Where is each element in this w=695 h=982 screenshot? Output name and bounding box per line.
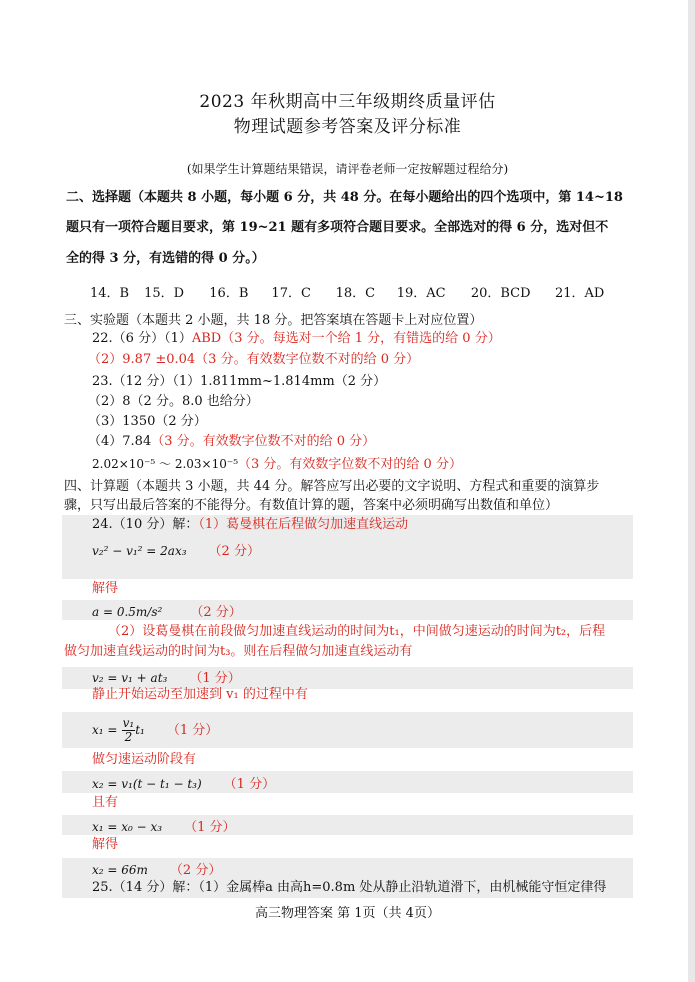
q24-part2-line1: （2）设葛曼棋在前段做匀加速直线运动的时间为t₁，中间做匀速运动的时间为t₂，后程: [108, 624, 606, 639]
equation-4-fraction: [122, 717, 136, 744]
section4-heading-line2: 骤，只写出最后答案的不能得分。有数值计算的题，答案中必须明确写出数值和单位）: [64, 498, 559, 513]
answer-18: 18．C: [335, 286, 376, 301]
q24-eq6-line: [92, 818, 236, 837]
q23-answer-4: （4）7.84: [88, 434, 152, 449]
equation-3: v₂ = v₁ + at₃: [92, 671, 168, 685]
text-start-motion: 静止开始运动至加速到 v₁ 的过程中有: [92, 687, 308, 702]
eq1-score: （2 分）: [208, 544, 260, 559]
eq7-score: （2 分）: [169, 863, 222, 878]
section2-heading-line1: 二、选择题（本题共 8 小题，每小题 6 分，共 48 分。在每小题给出的四个选项中，第 14~18: [66, 190, 623, 205]
choice-answers: [90, 285, 604, 303]
q25-line1: 25.（14 分）解：（1）金属棒a 由高h=0.8m 处从静止沿轨道滑下，由机械能守恒定律得: [92, 880, 607, 895]
answer-20: 20．BCD: [470, 286, 531, 301]
equation-4-lhs: x₁ =: [92, 723, 118, 737]
eq5-score: （1 分）: [223, 777, 276, 792]
q23-line4: [88, 433, 375, 451]
q22-answer-1: ABD（3 分。每选对一个给 1 分，有错选的给 0 分）: [191, 331, 501, 346]
q23-line2: （2）8（2 分。8.0 也给分）: [88, 394, 259, 409]
q23-line1: 23.（12 分）（1）1.811mm~1.814mm（2 分）: [92, 374, 387, 389]
equation-7: x₂ = 66m: [92, 863, 148, 877]
grading-note: (如果学生计算题结果错误，请评卷老师一定按解题过程给分): [186, 162, 509, 176]
jiede-1: 解得: [92, 581, 119, 596]
section2-heading-line2: 题只有一项符合题目要求，第 19~21 题有多项符合题目要求。全部选对的得 6 分，选对但不: [66, 220, 609, 235]
answer-19: 19．AC: [396, 286, 446, 301]
equation-6: x₁ = x₀ − x₃: [92, 820, 163, 834]
eq2-score: （2 分）: [190, 605, 242, 620]
jiede-2: 解得: [92, 837, 119, 852]
answer-21: 21．AD: [554, 286, 605, 301]
section2-heading-line3: 全的得 3 分，有选错的得 0 分。）: [66, 251, 265, 266]
equation-1: v₂² − v₁² = 2ax₃: [92, 544, 187, 558]
q23-range-math: 2.02×10⁻⁵ ～ 2.03×10⁻⁵: [92, 457, 239, 471]
title-line-1: 2023 年秋期高中三年级期终质量评估: [199, 92, 496, 112]
eq3-score: （1 分）: [189, 671, 241, 686]
q22-prefix: 22.（6 分）（1）: [92, 331, 192, 346]
q24-eq1-line: [92, 542, 260, 561]
equation-2: a = 0.5m/s²: [92, 605, 163, 619]
q23-score-note-4: （3 分。有效数字位数不对的给 0 分）: [151, 434, 376, 449]
q24-eq4-line: [92, 715, 218, 746]
page-edge-shadow: [688, 0, 695, 982]
q24-part1: （1）葛曼棋在后程做匀加速直线运动: [198, 517, 409, 532]
q22-line1: [92, 330, 501, 348]
q22-answer-2: （2）9.87 ±0.04（3 分。有效数字位数不对的给 0 分）: [88, 352, 420, 367]
q24-part2-line2: 做匀加速直线运动的时间为t₃。则在后程做匀加速直线运动有: [64, 644, 413, 659]
section4-heading-line1: 四、计算题（本题共 3 小题，共 44 分。解答应写出必要的文字说明、方程式和重要的演算步: [64, 479, 600, 494]
q24-eq7-line: [92, 861, 221, 880]
title-line-2: 物理试题参考答案及评分标准: [233, 117, 462, 137]
page-footer: 高三物理答案 第 1页（共 4页）: [255, 906, 440, 921]
answer-15: 15．D: [144, 286, 185, 301]
q24-eq5-line: [92, 775, 275, 794]
equation-5: x₂ = v₁(t − t₁ − t₃): [92, 777, 202, 791]
equation-4-numerator: v₁: [122, 716, 135, 730]
section3-heading: 三、实验题（本题共 2 小题，共 18 分。把答案填在答题卡上对应位置）: [64, 313, 483, 328]
answer-17: 17．C: [271, 286, 311, 301]
q24-prefix: 24.（10 分）解：: [92, 517, 199, 532]
equation-4-denominator: 2: [124, 730, 133, 744]
q24-eq2-line: [92, 603, 242, 622]
eq6-score: （1 分）: [184, 820, 236, 835]
q24-line1: [92, 516, 408, 534]
answer-16: 16．B: [209, 286, 249, 301]
q23-score-note-5: （3 分。有效数字位数不对的给 0 分）: [238, 457, 462, 472]
answer-14: 14．B: [90, 286, 130, 301]
equation-4-rhs: t₁: [135, 723, 145, 737]
eq4-score: （1 分）: [166, 723, 219, 738]
q23-line3: （3）1350（2 分）: [88, 414, 207, 429]
text-uniform-phase: 做匀速运动阶段有: [92, 752, 197, 767]
text-and: 且有: [92, 795, 119, 810]
q23-line5: [92, 455, 462, 474]
